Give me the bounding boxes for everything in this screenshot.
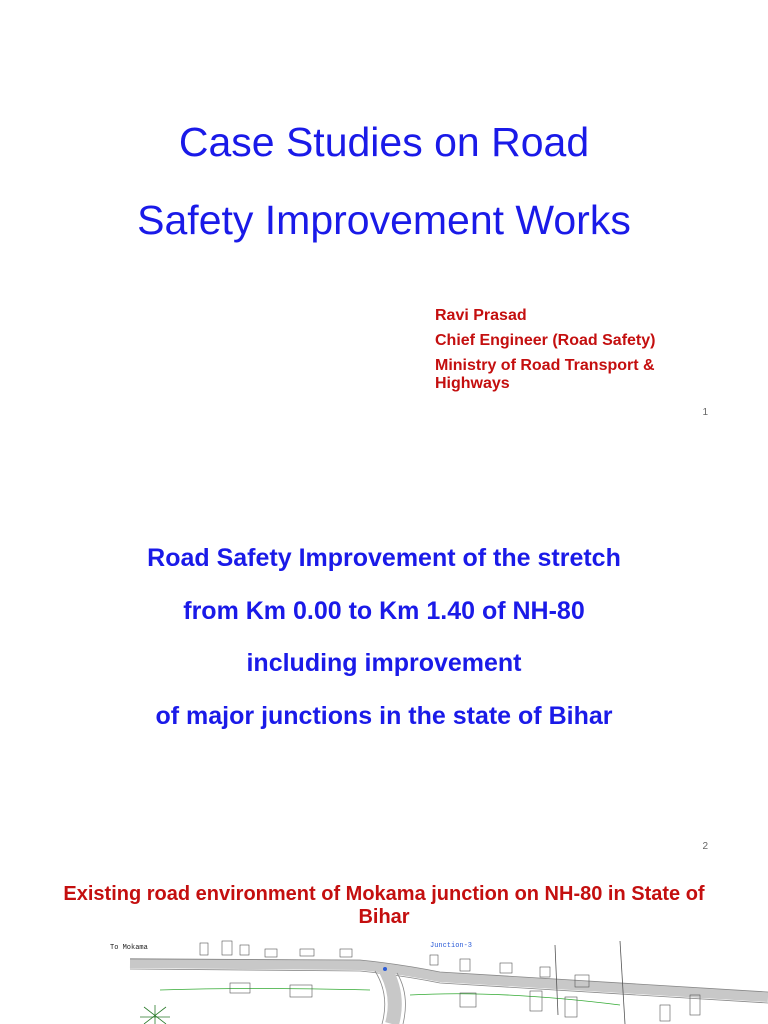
page-number-2: 2 [702,841,708,852]
page-number-1: 1 [702,407,708,418]
author-role: Chief Engineer (Road Safety) [435,332,656,349]
slide2-line3: including improvement [246,649,522,677]
map-label-junction: Junction-3 [430,942,473,950]
slide2-line1: Road Safety Improvement of the stretch [147,544,621,572]
slide2-line4: of major junctions in the state of Bihar [155,702,613,730]
map-label-to-mokama: To Mokama [110,944,148,952]
author-name: Ravi Prasad [435,307,527,324]
slide1-title-line2: Safety Improvement Works [137,197,631,243]
road-map-drawing [100,935,768,1024]
slide3-title: Existing road environment of Mokama junction on NH-80 in State of Bihar [63,883,705,928]
slide2-line2: from Km 0.00 to Km 1.40 of NH-80 [183,597,585,625]
slide1-title-line1: Case Studies on Road [178,119,590,165]
author-organization: Ministry of Road Transport & Highways [435,357,655,392]
